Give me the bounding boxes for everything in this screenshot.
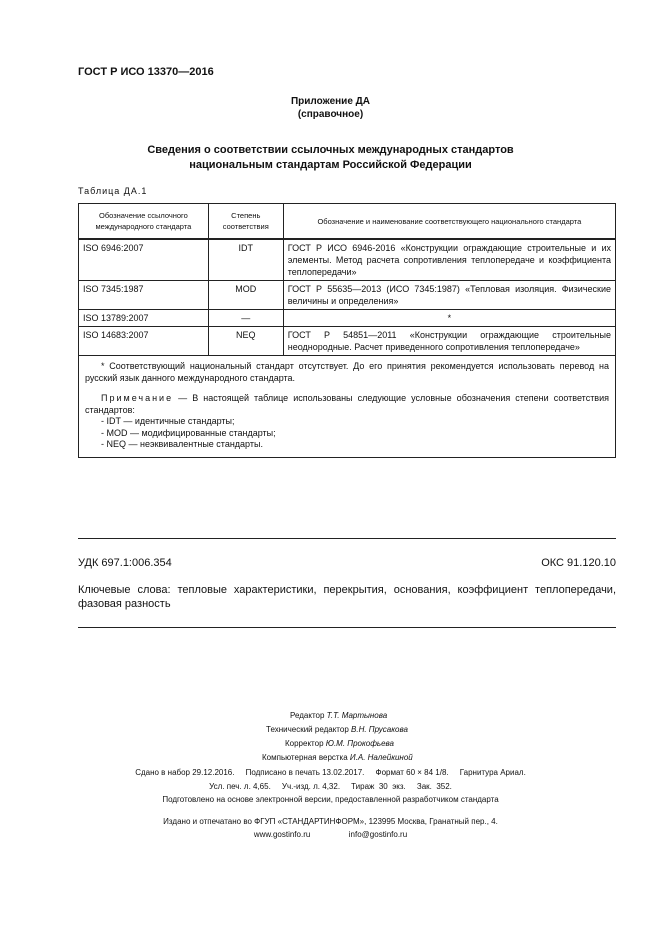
note-item-mod: - MOD — модифицированные стандарты; (101, 427, 276, 438)
note-text: — В настоящей таблице использованы следующие условные обозначения степени соответствия стандартов: (85, 393, 609, 415)
table-notes-row (79, 356, 616, 458)
cell-degree: MOD (208, 281, 283, 310)
table-notes (79, 356, 616, 458)
correspondence-table (78, 203, 616, 458)
imprint-line3: Подготовлено на основе электронной версии, предоставленной разработчиком стандарта (162, 795, 499, 804)
cell-ref: ISO 13789:2007 (79, 310, 209, 327)
divider-bottom (78, 627, 616, 628)
column-header-degree: Степень соответствия (208, 204, 283, 240)
note-item-idt: - IDT — идентичные стандарты; (101, 416, 235, 426)
appendix-note: (справочное) (297, 109, 364, 120)
cell-national: ГОСТ Р 55635—2013 (ИСО 7345:1987) «Тепловая изоляция. Физические величины и определения» (283, 281, 615, 310)
imprint-line2: Усл. печ. л. 4,65. Уч.-изд. л. 4,32. Тираж 30 экз. Зак. 352. (209, 782, 452, 791)
cell-national: ГОСТ Р ИСО 6946-2016 «Конструкции ограждающие строительные и их элементы. Метод расчета сопротивления теплопередаче и коэффициента теплопередачи» (283, 239, 615, 281)
credit-layout: Компьютерная верстка И.А. Налейкиной (262, 753, 413, 762)
imprint-line1: Сдано в набор 29.12.2016. Подписано в печать 13.02.2017. Формат 60 × 84 1/8. Гарнитура Ариал. (135, 768, 526, 777)
cell-ref: ISO 6946:2007 (79, 239, 209, 281)
publisher-line: Издано и отпечатано во ФГУП «СТАНДАРТИНФОРМ», 123995 Москва, Гранатный пер., 4. (163, 817, 498, 826)
credit-editor: Редактор Т.Т. Мартынова (290, 711, 388, 720)
cell-ref: ISO 7345:1987 (79, 281, 209, 310)
table-caption: Таблица ДА.1 (78, 186, 148, 196)
note-label: Примечание (101, 393, 174, 403)
contacts-line (0, 830, 661, 839)
divider-top (78, 538, 616, 539)
section-title-line1: Сведения о соответствии ссылочных международных стандартов (147, 144, 514, 156)
column-header-ref: Обозначение ссылочного международного стандарта (79, 204, 209, 240)
cell-degree: IDT (208, 239, 283, 281)
udk-code: УДК 697.1:006.354 (78, 557, 172, 569)
cell-national: * (283, 310, 615, 327)
table-row (79, 281, 616, 310)
email-link[interactable]: info@gostinfo.ru (348, 830, 408, 839)
table-note (85, 393, 609, 416)
table-header-row (79, 204, 616, 240)
section-title-line2: национальным стандартам Российской Федерации (189, 159, 472, 171)
keywords: Ключевые слова: тепловые характеристики, перекрытия, основания, коэффициент теплопередачи, фазовая разность (78, 584, 616, 610)
table-footnote: * Соответствующий национальный стандарт отсутствует. До его принятия рекомендуется использовать перевод на русский язык данного международного стандарта. (85, 361, 609, 383)
table-row (79, 239, 616, 281)
credit-proofreader: Корректор Ю.М. Прокофьева (285, 739, 394, 748)
appendix-title: Приложение ДА (290, 96, 371, 107)
format-fraction: 1/8 (435, 768, 447, 777)
credit-tech-editor: Технический редактор В.Н. Прусакова (266, 725, 408, 734)
table-row (79, 310, 616, 327)
website-link[interactable]: www.gostinfo.ru (253, 830, 311, 839)
table-row (79, 327, 616, 356)
cell-ref: ISO 14683:2007 (79, 327, 209, 356)
cell-national: ГОСТ Р 54851—2011 «Конструкции ограждающие строительные неоднородные. Расчет приведенного сопротивления теплопередаче» (283, 327, 615, 356)
cell-degree: — (208, 310, 283, 327)
column-header-national: Обозначение и наименование соответствующего национального стандарта (283, 204, 615, 240)
oks-code: ОКС 91.120.10 (541, 557, 616, 569)
document-header: ГОСТ Р ИСО 13370—2016 (78, 66, 214, 78)
note-item-neq: - NEQ — неэквивалентные стандарты. (101, 439, 263, 449)
cell-degree: NEQ (208, 327, 283, 356)
